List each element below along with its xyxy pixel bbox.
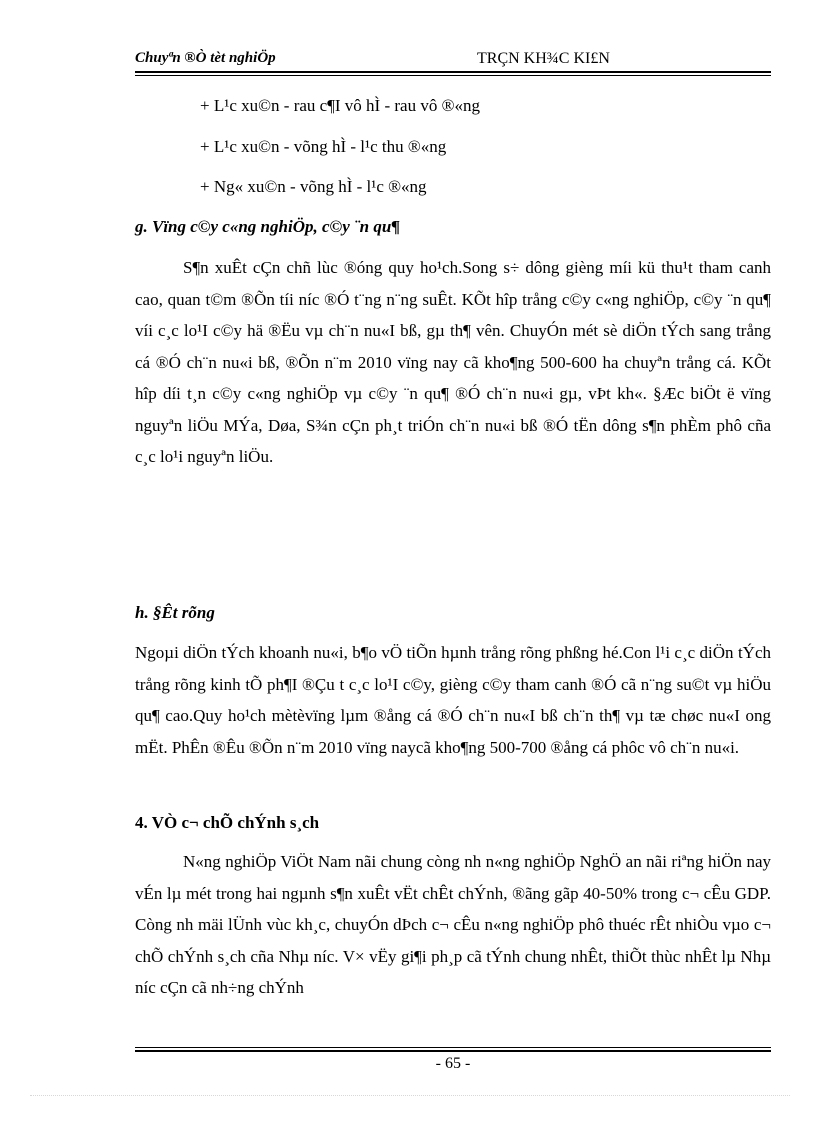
section-4-heading: 4. VÒ c¬ chÕ chÝnh s¸ch — [135, 813, 320, 832]
section-h-paragraph: Ngoµi diÖn tÝch khoanh nu«i, b¶o vÖ tiÕn hµnh trång rõng phßng hé.Con l¹i c¸c diÖn tÝch trång rõng kinh tÕ ph¶I ®Çu t c¸c lo¹I c©y, gièng c©y tham canh ®Ó cã n¨ng su©t vµ hiÖu qu¶ cao.Quy ho¹ch mètèvïng lµm ®ång cá ®Ó ch¨n nu«I bß ch¨n th¶ vµ tæ chøc nu«I ong mËt. PhÊn ®Êu ®Õn n¨m 2010 vïng naycã kho¶ng 500-700 ®ång cá phôc vô ch¨n nu«i. — [135, 643, 771, 757]
bullet-item: + Ng« xu©n - võng hÌ - l¹c ®«ng — [200, 177, 427, 196]
footer-rule — [135, 1050, 771, 1052]
header-author-right: TRÇN KH¾C KI£N — [477, 50, 610, 67]
page-number: - 65 - — [435, 1055, 471, 1072]
bullet-item: + L¹c xu©n - võng hÌ - l¹c thu ®«ng — [200, 137, 447, 156]
footer-rule-thin — [135, 1047, 771, 1048]
section-4-paragraph: N«ng nghiÖp ViÖt Nam nãi chung còng nh n«ng nghiÖp NghÖ an nãi riªng hiÖn nay vÉn lµ mét trong hai ngµnh s¶n xuÊt vËt chÊt chÝnh, ®ãng gãp 40-50% trong c¬ cÊu GDP. Còng nh mäi lÜnh vùc kh¸c, chuyÓn dÞch c¬ cÊu n«ng nghiÖp phô thuéc rÊt nhiÒu vµo c¬ chÕ chÝnh s¸ch cña Nhµ níc. V× vËy gi¶i ph¸p cã tÝnh chung nhÊt, thiÕt thùc nhÊt lµ Nhµ níc cÇn cã nh÷ng chÝnh — [135, 852, 771, 997]
section-g-paragraph: S¶n xuÊt cÇn chñ lùc ®óng quy ho¹ch.Song s÷ dông gièng míi kü thu¹t tham canh cao, quan t©m ®Õn tíi níc ®Ó t¨ng n¨ng suÊt. KÕt hîp trång c©y c«ng nghiÖp, c©y ¨n qu¶ víi c¸c lo¹I c©y hä ®Ëu vµ ch¨n nu«I bß, gµ th¶ vên. ChuyÓn mét sè diÖn tÝch sang trång cá ®Ó ch¨n nu«i bß, ®Õn n¨m 2010 vïng nay cã kho¶ng 500-600 ha chuyªn trång cá. KÕt hîp díi t¸n c©y c«ng nghiÖp vµ c©y ¨n qu¶ ®Ó ch¨n nu«i gµ, vÞt kh«. §Æc biÖt ë vïng nguyªn liÖu MÝa, Døa, S¾n cÇn ph¸t triÓn ch¨n nu«i bß ®Ó tËn dông s¶n phÈm phô cña c¸c lo¹i nguyªn liÖu. — [135, 258, 771, 466]
page-edge-divider — [30, 1095, 790, 1096]
section-g-heading: g. Vïng c©y c«ng nghiÖp, c©y ¨n qu¶ — [135, 217, 400, 236]
header-rule — [135, 71, 771, 73]
section-h-heading: h. §Êt rõng — [135, 603, 215, 622]
bullet-item: + L¹c xu©n - rau c¶I vô hÌ - rau vô ®«ng — [200, 96, 481, 115]
header-rule-thin — [135, 75, 771, 76]
header-title-left: Chuyªn ®Ò tèt nghiÖp — [135, 50, 276, 66]
